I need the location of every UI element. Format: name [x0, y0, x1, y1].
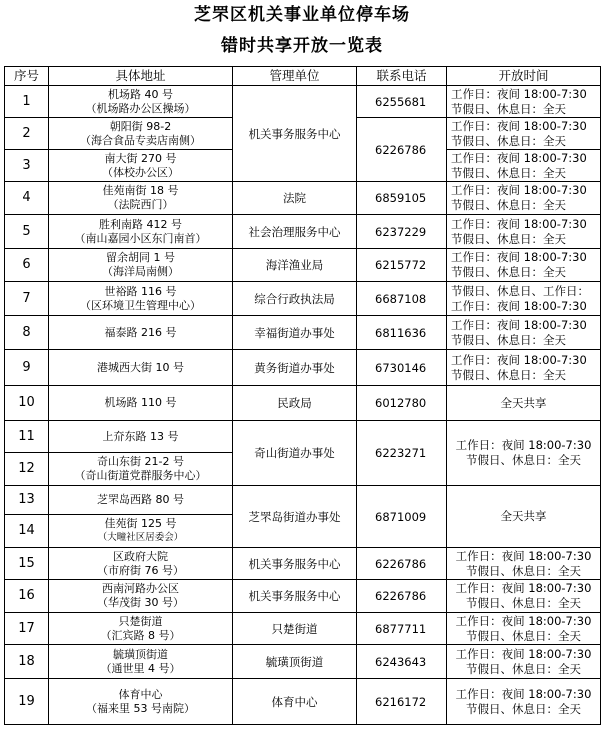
address-detail: （福来里 53 号南院）: [86, 701, 195, 715]
row-number: 7: [5, 282, 49, 316]
hours-weekday: 工作日：夜间 18:00-7:30: [451, 118, 587, 133]
row-number: 8: [5, 316, 49, 350]
address-main: 佳苑街 125 号: [104, 517, 177, 530]
unit-cell: 毓璜顶街道: [233, 645, 357, 679]
parking-table: [4, 66, 601, 725]
address-main: 体育中心: [118, 687, 163, 701]
hours-holiday: 节假日、休息日：全天: [466, 701, 581, 716]
header-no: 序号: [5, 67, 49, 86]
document-subtitle: 错时共享开放一览表: [221, 36, 383, 56]
table-row: [5, 249, 601, 282]
hours-holiday: 节假日、休息日：全天: [466, 563, 581, 578]
phone-cell: 6859105: [357, 182, 447, 215]
address-cell: [49, 118, 233, 150]
address-cell: [49, 453, 233, 486]
header-hours: 开放时间: [447, 67, 601, 86]
address-cell: [49, 86, 233, 118]
hours-cell: [447, 350, 601, 386]
table-row: [5, 215, 601, 249]
unit-cell: 机关事务服务中心: [233, 86, 357, 182]
row-number: 5: [5, 215, 49, 249]
phone-cell: 6687108: [357, 282, 447, 316]
address-main: 机场路 40 号: [108, 87, 173, 101]
table-row: [5, 679, 601, 725]
table-row: [5, 182, 601, 215]
hours-weekday: 工作日：夜间 18:00-7:30: [451, 250, 587, 264]
hours-cell: 全天共享: [447, 386, 601, 421]
address-main: 朝阳街 98-2: [109, 119, 172, 133]
address-detail: （区环境卫生管理中心）: [80, 298, 201, 312]
hours-cell: [447, 580, 601, 613]
hours-holiday: 节假日、休息日：全天: [466, 453, 581, 467]
hours-weekday: 工作日：夜间 18:00-7:30: [451, 317, 587, 332]
hours-cell: 全天共享: [447, 486, 601, 548]
hours-cell: [447, 282, 601, 316]
address-detail: （机场路办公区操场）: [85, 101, 196, 115]
header-address: 具体地址: [49, 67, 233, 86]
address-cell: 上夼东路 13 号: [49, 421, 233, 453]
row-number: 10: [5, 386, 49, 421]
hours-cell: [447, 645, 601, 679]
hours-cell: [447, 679, 601, 725]
row-number: 19: [5, 679, 49, 725]
address-main: 留余胡同 1 号: [106, 251, 175, 264]
table-row: [5, 548, 601, 580]
hours-holiday: 节假日、休息日：全天: [451, 231, 566, 246]
address-detail: （大疃社区居委会）: [97, 532, 184, 543]
row-number: 3: [5, 150, 49, 182]
row-number: 12: [5, 453, 49, 486]
unit-cell: 只楚街道: [233, 613, 357, 645]
unit-cell: 综合行政执法局: [233, 282, 357, 316]
address-cell: [49, 613, 233, 645]
table-row: [5, 486, 601, 515]
address-cell: [49, 515, 233, 548]
address-cell: 机场路 110 号: [49, 386, 233, 421]
hours-weekday: 工作日：夜间 18:00-7:30: [451, 352, 587, 367]
row-number: 1: [5, 86, 49, 118]
hours-cell: [447, 249, 601, 282]
address-cell: [49, 215, 233, 249]
hours-weekday: 工作日：夜间 18:00-7:30: [455, 438, 592, 452]
row-number: 9: [5, 350, 49, 386]
address-cell: [49, 249, 233, 282]
row-number: 4: [5, 182, 49, 215]
table-row: [5, 316, 601, 350]
hours-weekday: 工作日：夜间 18:00-7:30: [455, 613, 592, 628]
hours-holiday: 节假日、休息日：全天: [451, 198, 566, 212]
address-detail: （市府街 76 号）: [97, 563, 184, 577]
address-cell: [49, 679, 233, 725]
hours-weekday: 工作日：夜间 18:00-7:30: [451, 216, 587, 231]
hours-weekday: 工作日：夜间 18:00-7:30: [455, 686, 592, 701]
phone-cell: 6877711: [357, 613, 447, 645]
address-main: 毓璜顶街道: [113, 647, 168, 661]
address-detail: （体校办公区）: [102, 165, 179, 179]
hours-holiday: 节假日、休息日：全天: [466, 661, 581, 676]
phone-cell: 6730146: [357, 350, 447, 386]
header-unit: 管理单位: [233, 67, 357, 86]
row-number: 15: [5, 548, 49, 580]
hours-weekday: 工作日：夜间 18:00-7:30: [455, 646, 592, 661]
hours-holiday: 节假日、休息日：全天: [451, 133, 566, 148]
address-main: 胜利南路 412 号: [99, 217, 182, 231]
hours-weekday: 工作日：夜间 18:00-7:30: [455, 581, 592, 595]
header-phone: 联系电话: [357, 67, 447, 86]
hours-holiday: 节假日、休息日：全天: [451, 367, 566, 382]
document-title: 芝罘区机关事业单位停车场: [194, 5, 410, 25]
row-number: 6: [5, 249, 49, 282]
table-row: [5, 386, 601, 421]
hours-weekday: 工作日：夜间 18:00-7:30: [451, 183, 587, 197]
row-number: 13: [5, 486, 49, 515]
unit-cell: 机关事务服务中心: [233, 580, 357, 613]
address-main: 世裕路 116 号: [104, 284, 177, 298]
table-row: [5, 580, 601, 613]
hours-cell: [447, 548, 601, 580]
address-main: 西南河路办公区: [102, 582, 179, 595]
hours-cell: [447, 316, 601, 350]
address-cell: 芝罘岛西路 80 号: [49, 486, 233, 515]
address-cell: [49, 645, 233, 679]
address-cell: [49, 580, 233, 613]
unit-cell: 民政局: [233, 386, 357, 421]
phone-cell: 6223271: [357, 421, 447, 486]
phone-cell: 6226786: [357, 580, 447, 613]
unit-cell: 体育中心: [233, 679, 357, 725]
address-detail: （通世里 4 号）: [100, 661, 181, 675]
hours-cell: [447, 421, 601, 486]
phone-cell: 6871009: [357, 486, 447, 548]
row-number: 17: [5, 613, 49, 645]
phone-cell: 6226786: [357, 548, 447, 580]
hours-weekday: 工作日：夜间 18:00-7:30: [455, 548, 592, 563]
row-number: 2: [5, 118, 49, 150]
table-row: [5, 421, 601, 453]
address-detail: （海洋局南侧）: [102, 265, 179, 278]
address-cell: 港城西大街 10 号: [49, 350, 233, 386]
address-detail: （华茂街 30 号）: [97, 596, 184, 609]
unit-cell: 海洋渔业局: [233, 249, 357, 282]
phone-cell: 6226786: [357, 118, 447, 182]
unit-cell: 机关事务服务中心: [233, 548, 357, 580]
table-row: [5, 613, 601, 645]
address-detail: （海合食品专卖店南侧）: [80, 133, 201, 147]
hours-cell: [447, 150, 601, 182]
table-row: [5, 86, 601, 118]
address-cell: [49, 548, 233, 580]
hours-weekday: 工作日：夜间 18:00-7:30: [451, 86, 587, 101]
unit-cell: 法院: [233, 182, 357, 215]
hours-holiday: 节假日、休息日：全天: [466, 628, 581, 643]
hours-cell: [447, 613, 601, 645]
row-number: 16: [5, 580, 49, 613]
row-number: 18: [5, 645, 49, 679]
unit-cell: 社会治理服务中心: [233, 215, 357, 249]
phone-cell: 6255681: [357, 86, 447, 118]
address-main: 区政府大院: [113, 549, 168, 563]
row-number: 14: [5, 515, 49, 548]
hours-holiday: 节假日、休息日：全天: [451, 332, 566, 347]
table-row: [5, 645, 601, 679]
address-main: 只楚街道: [118, 614, 163, 628]
address-cell: [49, 282, 233, 316]
hours-weekday: 工作日：夜间 18:00-7:30: [451, 150, 587, 165]
phone-cell: 6811636: [357, 316, 447, 350]
unit-cell: 奇山街道办事处: [233, 421, 357, 486]
row-number: 11: [5, 421, 49, 453]
address-cell: [49, 182, 233, 215]
hours-special: 节假日、休息日、工作日：: [451, 283, 589, 298]
table-row: [5, 282, 601, 316]
address-cell: [49, 150, 233, 182]
hours-holiday: 节假日、休息日：全天: [451, 101, 566, 116]
address-detail: （法院西门）: [107, 198, 174, 211]
phone-cell: 6237229: [357, 215, 447, 249]
address-detail: （南山嘉园小区东门南首）: [74, 231, 207, 245]
phone-cell: 6243643: [357, 645, 447, 679]
unit-cell: 幸福街道办事处: [233, 316, 357, 350]
phone-cell: 6216172: [357, 679, 447, 725]
hours-cell: [447, 182, 601, 215]
unit-cell: 黄务街道办事处: [233, 350, 357, 386]
phone-cell: 6215772: [357, 249, 447, 282]
address-main: 南大街 270 号: [104, 151, 177, 165]
hours-cell: [447, 215, 601, 249]
hours-cell: [447, 86, 601, 118]
address-cell: 福泰路 216 号: [49, 316, 233, 350]
hours-holiday: 节假日、休息日：全天: [466, 596, 581, 610]
address-main: 奇山东街 21-2 号: [97, 455, 184, 468]
address-main: 佳苑南街 18 号: [102, 184, 179, 197]
address-detail: （奇山街道党群服务中心）: [74, 469, 207, 482]
table-header-row: [5, 67, 601, 86]
address-detail: （汇宾路 8 号）: [100, 628, 181, 642]
hours-holiday: 节假日、休息日：全天: [451, 165, 566, 180]
hours-weekday: 工作日：夜间 18:00-7:30: [451, 298, 587, 313]
hours-holiday: 节假日、休息日：全天: [451, 265, 566, 279]
unit-cell: 芝罘岛街道办事处: [233, 486, 357, 548]
hours-cell: [447, 118, 601, 150]
table-row: [5, 350, 601, 386]
phone-cell: 6012780: [357, 386, 447, 421]
